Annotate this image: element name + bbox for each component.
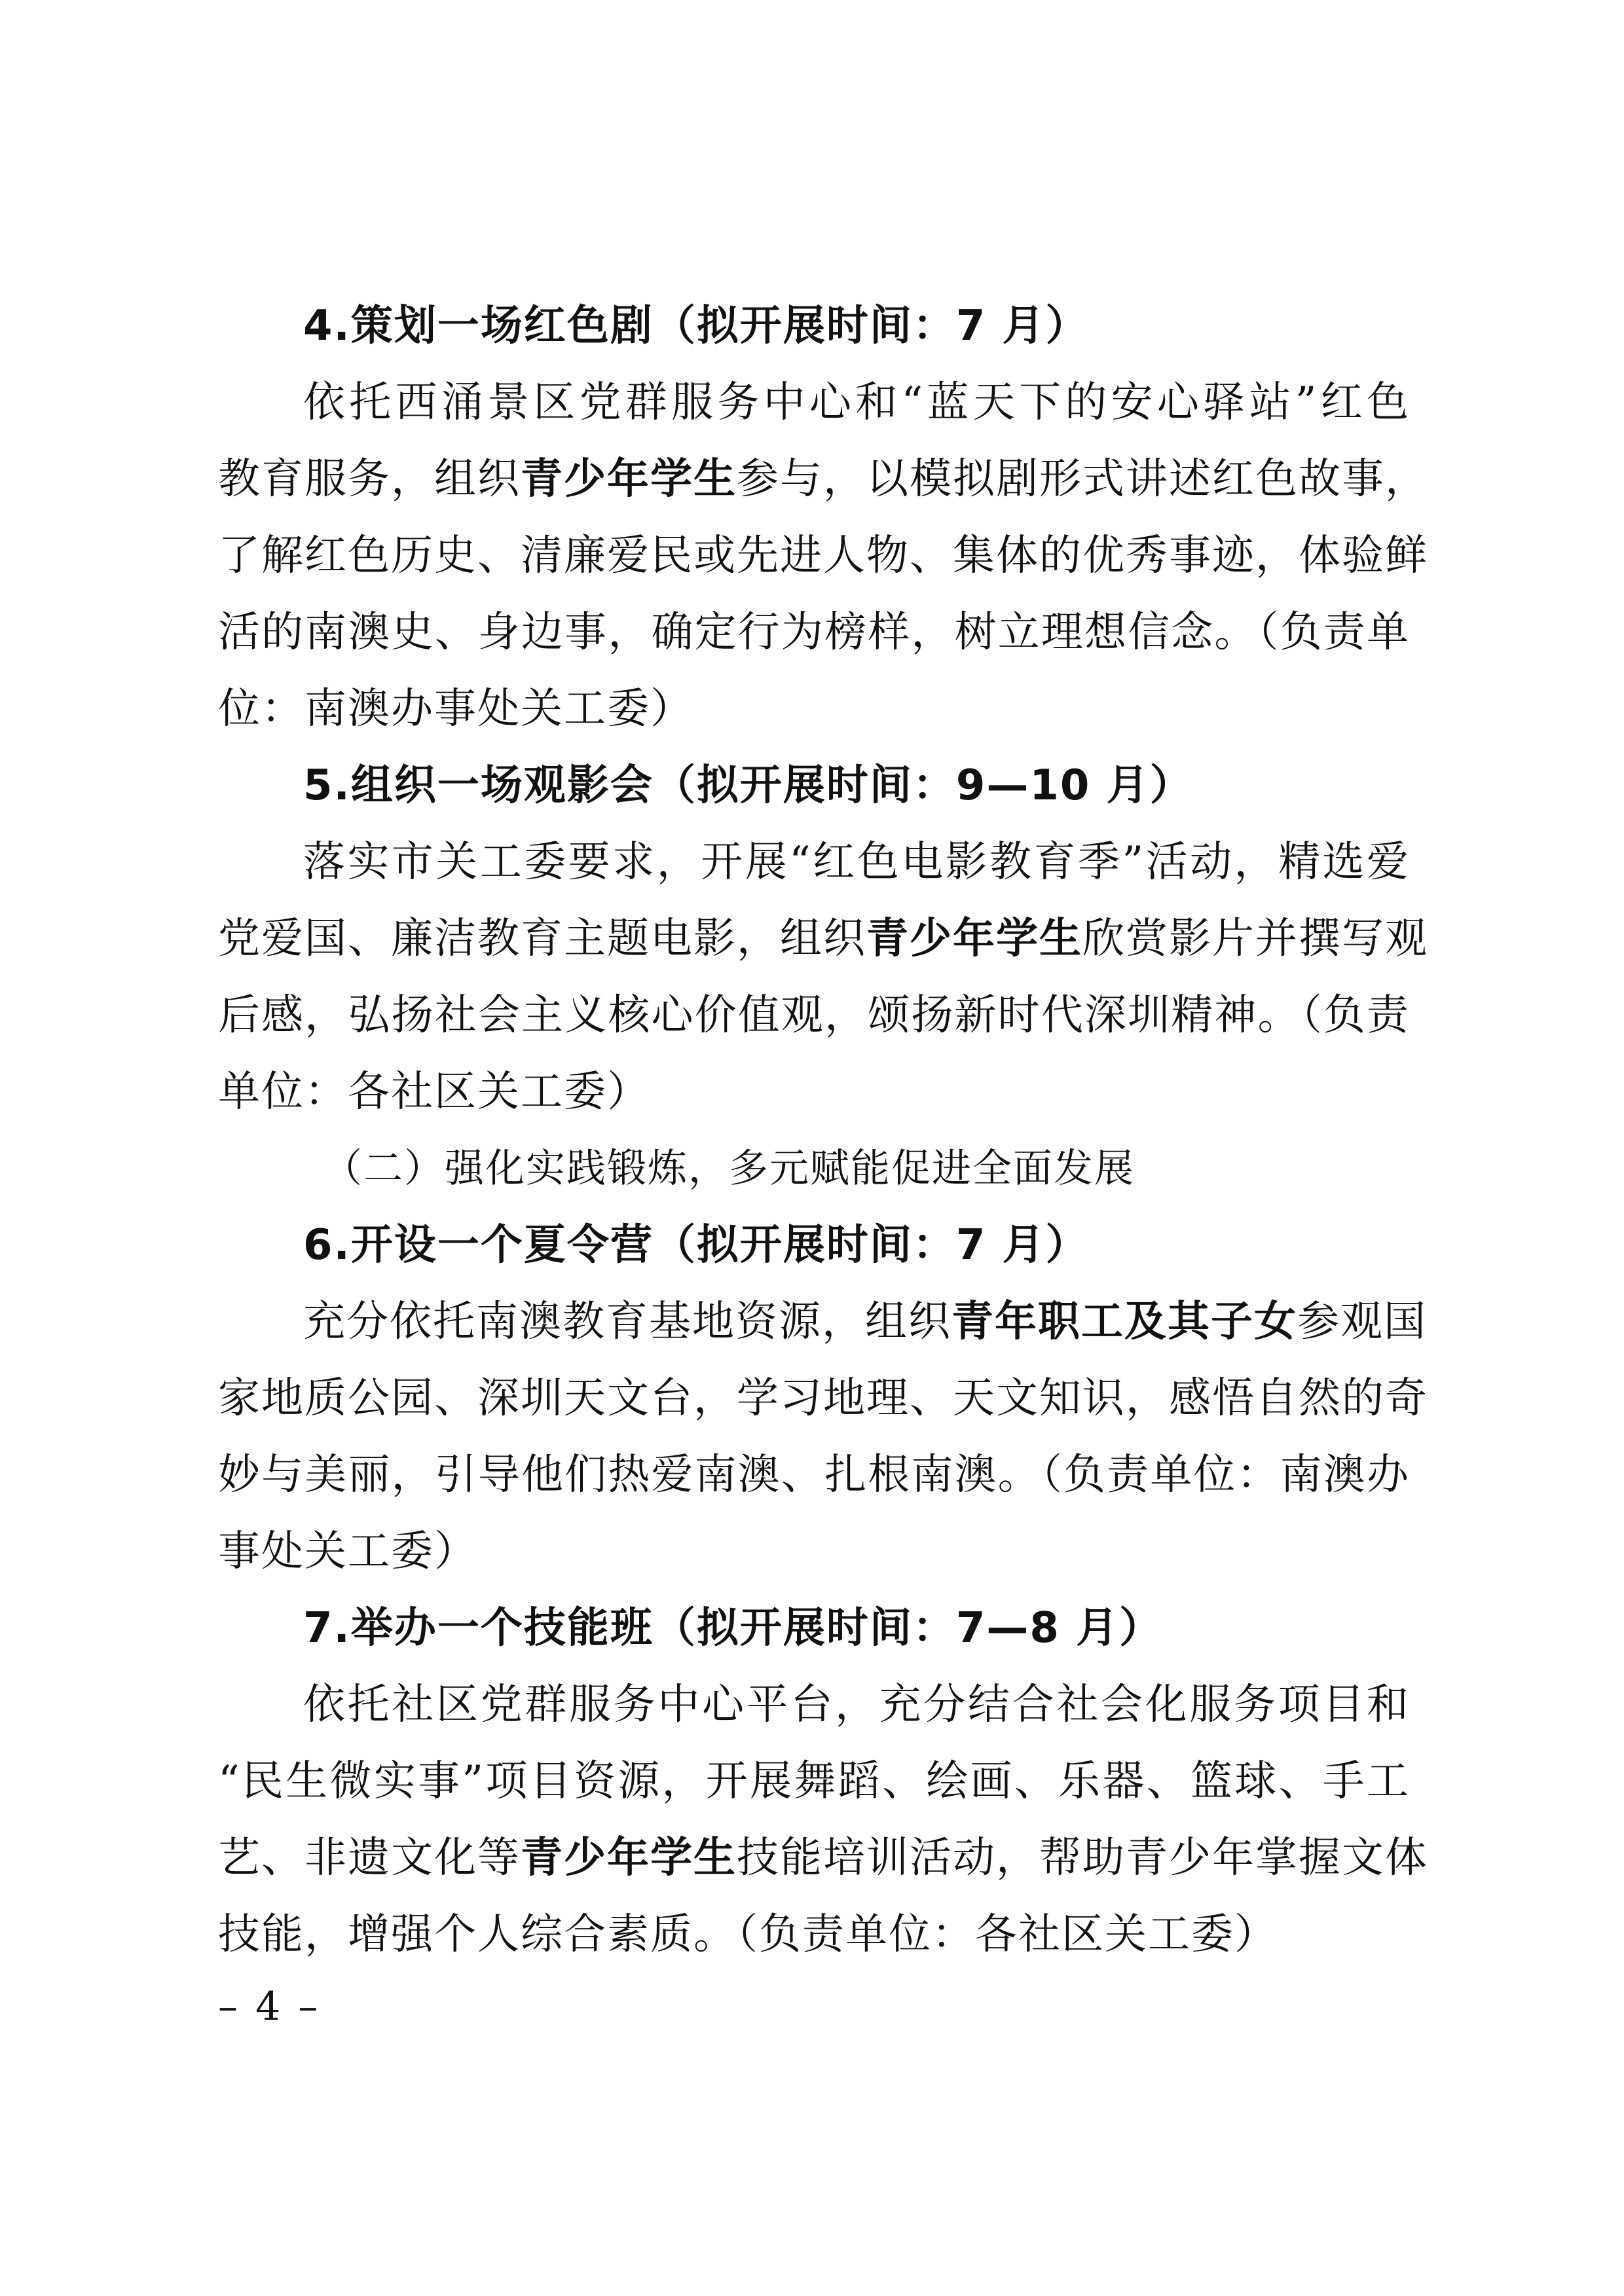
section-7-text-line: “民生微实事”项目资源，开展舞蹈、绘画、乐器、篮球、手工 xyxy=(218,1757,1410,1806)
section-6-heading: 6.开设一个夏令营（拟开展时间：7 月） xyxy=(303,1221,1089,1269)
section-6-text-line: 充分依托南澳教育基地资源，组织青年职工及其子女参观国 xyxy=(303,1298,1427,1346)
section-6-text-line: 妙与美丽，引导他们热爱南澳、扎根南澳。（负责单位：南澳办 xyxy=(218,1451,1410,1499)
section-5-text-line: 党爱国、廉洁教育主题电影，组织青少年学生欣赏影片并撰写观 xyxy=(218,915,1428,963)
section-7-text-line: 依托社区党群服务中心平台，充分结合社会化服务项目和 xyxy=(303,1681,1410,1729)
document-body xyxy=(218,288,1428,1973)
section-4-text-line: 依托西涌景区党群服务中心和“蓝天下的安心驿站”红色 xyxy=(303,378,1410,427)
section-7-text-line: 技能，增强个人综合素质。（负责单位：各社区关工委） xyxy=(218,1910,1278,1959)
section-5-heading: 5.组织一场观影会（拟开展时间：9—10 月） xyxy=(303,761,1193,810)
section-4-text-line: 了解红色历史、清廉爱民或先进人物、集体的优秀事迹，体验鲜 xyxy=(218,532,1428,580)
section-4-text-line: 活的南澳史、身边事，确定行为榜样，树立理想信念。（负责单 xyxy=(218,608,1410,657)
highlight-target-group: 青少年学生 xyxy=(521,1834,737,1882)
section-7-text-line: 艺、非遗文化等青少年学生技能培训活动，帮助青少年掌握文体 xyxy=(218,1834,1428,1882)
section-5-text-line: 落实市关工委要求，开展“红色电影教育季”活动，精选爱 xyxy=(303,838,1410,886)
section-5-text-line: 后感，弘扬社会主义核心价值观，颂扬新时代深圳精神。（负责 xyxy=(218,991,1410,1040)
section-5-text-line: 单位：各社区关工委） xyxy=(218,1068,650,1116)
section-4-text-line: 位：南澳办事处关工委） xyxy=(218,685,693,733)
highlight-target-group: 青年职工及其子女 xyxy=(951,1298,1297,1346)
page-number: – 4 – xyxy=(218,1984,321,2030)
section-7-heading: 7.举办一个技能班（拟开展时间：7—8 月） xyxy=(303,1604,1163,1652)
section-4-text-line: 教育服务，组织青少年学生参与，以模拟剧形式讲述红色故事， xyxy=(218,455,1428,503)
section-6-text-line: 事处关工委） xyxy=(218,1527,477,1576)
part-2-heading: （二）强化实践锻炼，多元赋能促进全面发展 xyxy=(323,1146,1135,1192)
section-6-text-line: 家地质公园、深圳天文台，学习地理、天文知识，感悟自然的奇 xyxy=(218,1374,1428,1423)
highlight-target-group: 青少年学生 xyxy=(521,455,737,503)
highlight-target-group: 青少年学生 xyxy=(866,915,1082,963)
section-4-heading: 4.策划一场红色剧（拟开展时间：7 月） xyxy=(303,302,1089,350)
